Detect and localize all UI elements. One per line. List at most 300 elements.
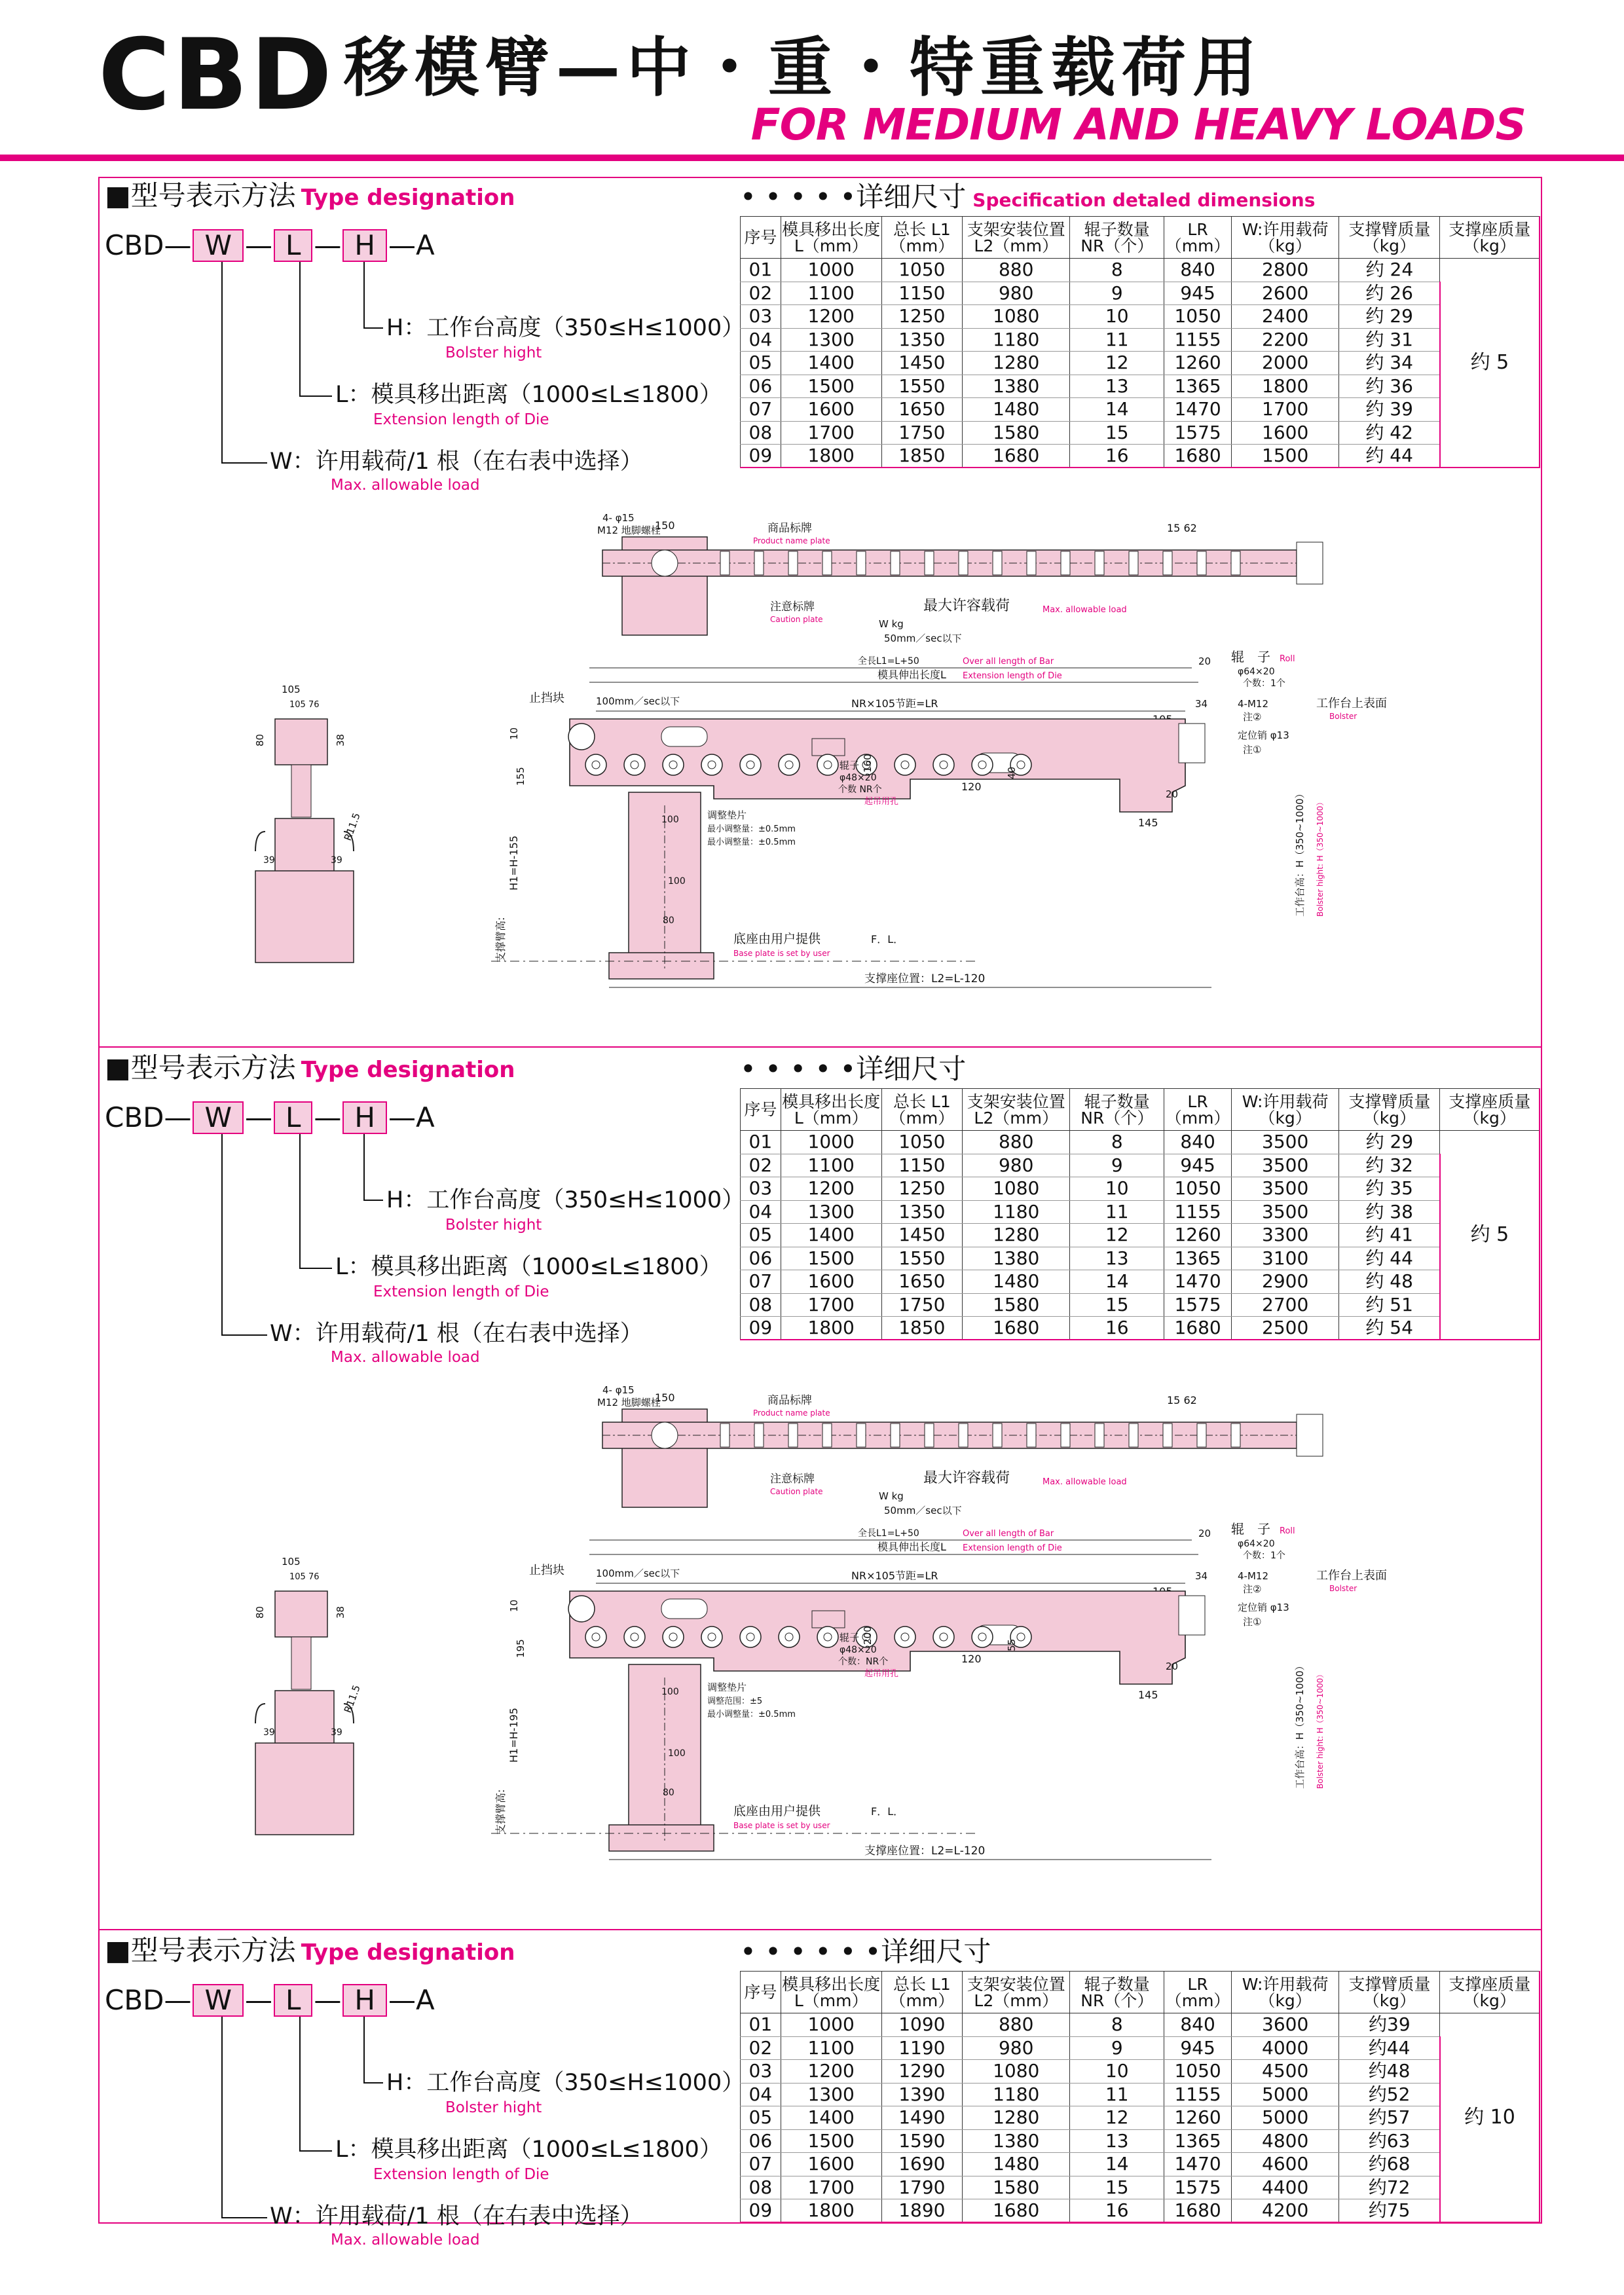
- drawing-label: 止挡块: [529, 1564, 564, 1577]
- table-row: [741, 2106, 1540, 2130]
- drawing-label: 10: [508, 1599, 520, 1612]
- table-cell: 02: [741, 2036, 781, 2060]
- table-cell: 1150: [881, 282, 962, 305]
- spec-table: [740, 1971, 1540, 2223]
- drawing-label: 支撑座位置：L2=L-120: [864, 972, 986, 985]
- table-cell: 14: [1070, 1270, 1164, 1294]
- drawing-label: 工作台高：H（350~1000）: [1294, 1661, 1306, 1789]
- table-row: [741, 1177, 1540, 1201]
- table-cell: 15: [1070, 421, 1164, 445]
- l-label: L：模具移出距离（1000≤L≤1800）: [335, 382, 722, 408]
- table-cell: 约68: [1339, 2153, 1440, 2176]
- table-cell: 945: [1164, 282, 1232, 305]
- table-cell: 1350: [881, 328, 962, 352]
- drawing-label: 个数 NR个: [838, 784, 882, 795]
- drawing-label: Product name plate: [753, 1408, 830, 1418]
- table-cell: 10: [1070, 2060, 1164, 2084]
- spec-header: 总长 L1（mm）: [881, 217, 962, 259]
- table-cell: 945: [1164, 1154, 1232, 1177]
- spec-title: • • • • • •详细尺寸: [740, 1936, 991, 1968]
- w-sub: Max. allowable load: [331, 2231, 480, 2249]
- drawing-label: 155: [515, 767, 526, 786]
- table-cell: 1180: [963, 328, 1070, 352]
- table-cell: 1250: [881, 305, 962, 329]
- table-cell: 05: [741, 2106, 781, 2130]
- drawing-label: 个数：NR个: [838, 1657, 889, 1667]
- table-cell: 1850: [881, 1317, 962, 1340]
- table-cell: 16: [1070, 2199, 1164, 2223]
- table-cell: 07: [741, 398, 781, 422]
- l-sub: Extension length of Die: [373, 1283, 549, 1300]
- table-cell: 1650: [881, 398, 962, 422]
- drawing-label: 底座由用户提供: [733, 932, 821, 946]
- table-cell: 04: [741, 328, 781, 352]
- drawing-label: 150: [655, 1391, 675, 1404]
- drawing-label: Extension length of Die: [963, 671, 1062, 681]
- drawing-label: 辊子: [840, 760, 860, 771]
- table-cell: 1350: [881, 1200, 962, 1224]
- table-row: [741, 1247, 1540, 1270]
- drawing-label: 150: [655, 519, 675, 532]
- spec-header: 序号: [741, 1972, 781, 2013]
- table-cell: 1280: [963, 2106, 1070, 2130]
- spec-header: W:许用载荷（kg）: [1231, 1089, 1338, 1131]
- h-label: H：工作台高度（350≤H≤1000）: [386, 315, 745, 341]
- designation-title: ■型号表示方法 Type designation: [105, 1934, 515, 1966]
- drawing-label: 4-M12: [1238, 698, 1268, 710]
- table-cell: 1600: [781, 2153, 881, 2176]
- drawing-label: 注②: [1243, 1583, 1262, 1595]
- drawing-label: 支撑臂高:: [494, 917, 507, 963]
- table-cell: 约 34: [1339, 352, 1440, 375]
- table-cell: 1380: [963, 1247, 1070, 1270]
- table-cell: 12: [1070, 2106, 1164, 2130]
- table-cell: 1200: [781, 1177, 881, 1201]
- table-cell: 09: [741, 445, 781, 468]
- table-row: [741, 1270, 1540, 1294]
- table-cell: 约 39: [1339, 398, 1440, 422]
- drawing-label: 105: [282, 1556, 301, 1568]
- h-sub: Bolster hight: [445, 2099, 542, 2116]
- table-row: [741, 2060, 1540, 2084]
- table-cell: 1470: [1164, 1270, 1232, 1294]
- drawing-label: 辊 子: [1231, 1521, 1270, 1537]
- drawing-label: W kg: [879, 1490, 904, 1502]
- table-cell: 4200: [1231, 2199, 1338, 2223]
- table-cell: 约 29: [1339, 305, 1440, 329]
- type-designation-3: [105, 1934, 745, 2249]
- table-cell: 1500: [1231, 445, 1338, 468]
- table-cell: 1155: [1164, 2083, 1232, 2106]
- spec-header: 支撑臂质量（kg）: [1339, 217, 1440, 259]
- table-cell: 1790: [881, 2176, 962, 2199]
- table-cell: 10: [1070, 1177, 1164, 1201]
- table-cell: 1000: [781, 2013, 881, 2037]
- table-cell: 约52: [1339, 2083, 1440, 2106]
- spec-table: [740, 216, 1540, 468]
- drawing-label: Bolster: [1329, 1584, 1357, 1593]
- drawing-label: Base plate is set by user: [733, 1821, 830, 1830]
- table-row: [741, 1154, 1540, 1177]
- drawing-label: Max. allowable load: [1043, 605, 1127, 615]
- table-cell: 05: [741, 352, 781, 375]
- table-cell: 1600: [781, 1270, 881, 1294]
- table-row: [741, 1131, 1540, 1154]
- table-cell: 05: [741, 1224, 781, 1247]
- table-cell: 约75: [1339, 2199, 1440, 2223]
- table-row: [741, 2176, 1540, 2199]
- table-cell: 15: [1070, 2176, 1164, 2199]
- table-cell: 11: [1070, 1200, 1164, 1224]
- table-cell: 约 31: [1339, 328, 1440, 352]
- designation-title: ■型号表示方法 Type designation: [105, 179, 515, 211]
- table-cell: 2200: [1231, 328, 1338, 352]
- spec-title: • • • • •详细尺寸: [740, 1053, 967, 1085]
- drawing-label: 39: [263, 1727, 275, 1738]
- drawing-label: 195: [515, 1639, 526, 1658]
- table-cell: 1470: [1164, 398, 1232, 422]
- model-code: CBD— W — L — H —A: [105, 1984, 435, 2016]
- drawing-label: M12 地脚螺栓: [597, 1397, 661, 1408]
- spec-header: 模具移出长度 L（mm）: [781, 217, 881, 259]
- spec-header: 辊子数量 NR（个）: [1070, 217, 1164, 259]
- drawing-label: Roll: [1280, 1526, 1295, 1536]
- drawing-label: φ48×20: [840, 773, 877, 783]
- table-cell: 06: [741, 1247, 781, 1270]
- table-cell: 840: [1164, 259, 1232, 282]
- drawing-label: 39: [331, 855, 342, 866]
- spec-header: LR（mm）: [1164, 217, 1232, 259]
- table-cell: 1180: [963, 1200, 1070, 1224]
- drawing-label: φ64×20: [1238, 1539, 1275, 1549]
- code-l-box: L: [274, 1101, 312, 1134]
- spec-header: 支架安装位置 L2（mm）: [963, 217, 1070, 259]
- drawing-label: 调整垫片: [707, 809, 747, 821]
- table-cell: 09: [741, 2199, 781, 2223]
- drawing-label: 商品标牌: [767, 522, 812, 535]
- table-cell: 1680: [1164, 1317, 1232, 1340]
- drawing-label: F．L．: [871, 1805, 904, 1818]
- spec-header: 支撑座质量（kg）: [1440, 1972, 1540, 2013]
- table-cell: 1050: [881, 1131, 962, 1154]
- table-cell: 1280: [963, 1224, 1070, 1247]
- table-cell: 1080: [963, 1177, 1070, 1201]
- h-label: H：工作台高度（350≤H≤1000）: [386, 1187, 745, 1213]
- drawing-label: Caution plate: [770, 1487, 823, 1496]
- table-cell: 3100: [1231, 1247, 1338, 1270]
- table-cell: 2900: [1231, 1270, 1338, 1294]
- table-cell: 1690: [881, 2153, 962, 2176]
- page-title-cn: 移模臂—中・重・特重载荷用: [344, 31, 1264, 105]
- table-cell: 4600: [1231, 2153, 1338, 2176]
- table-cell: 945: [1164, 2036, 1232, 2060]
- support-mass: 约 5: [1440, 259, 1540, 468]
- table-row: [741, 1224, 1540, 1247]
- table-cell: 约 42: [1339, 421, 1440, 445]
- table-cell: 1390: [881, 2083, 962, 2106]
- drawing-label: 145: [1138, 1689, 1158, 1701]
- drawing-label: 最大许容载荷: [923, 598, 1010, 614]
- table-cell: 09: [741, 1317, 781, 1340]
- product-code: CBD: [98, 18, 335, 132]
- spec-header: 支撑座质量（kg）: [1440, 1089, 1540, 1131]
- type-designation-2: [105, 1052, 745, 1366]
- drawing-label: 100mm／sec以下: [596, 1568, 680, 1579]
- spec-header: 支架安装位置 L2（mm）: [963, 1089, 1070, 1131]
- table-cell: 1680: [963, 2199, 1070, 2223]
- code-l-box: L: [274, 229, 312, 262]
- table-cell: 1300: [781, 2083, 881, 2106]
- drawing-label: W kg: [879, 618, 904, 630]
- table-cell: 07: [741, 1270, 781, 1294]
- table-cell: 04: [741, 1200, 781, 1224]
- drawing-label: 80: [254, 733, 266, 746]
- table-cell: 06: [741, 2129, 781, 2153]
- table-cell: 11: [1070, 2083, 1164, 2106]
- table-cell: 约 26: [1339, 282, 1440, 305]
- table-cell: 1590: [881, 2129, 962, 2153]
- table-cell: 06: [741, 375, 781, 398]
- w-label: W：许用载荷/1 根（在右表中选择）: [270, 1321, 643, 1347]
- table-cell: 1100: [781, 282, 881, 305]
- table-cell: 1680: [1164, 445, 1232, 468]
- drawing-label: 4- φ15: [602, 1384, 635, 1396]
- drawing-label: 50mm／sec以下: [884, 633, 962, 644]
- drawing-label: 注意标牌: [770, 600, 815, 614]
- table-cell: 980: [963, 2036, 1070, 2060]
- table-cell: 1580: [963, 1293, 1070, 1317]
- table-row: [741, 1317, 1540, 1340]
- code-h-box: H: [342, 1984, 387, 2017]
- h-sub: Bolster hight: [445, 344, 542, 361]
- table-cell: 1090: [881, 2013, 962, 2037]
- table-cell: 880: [963, 2013, 1070, 2037]
- drawing-label: 55: [1006, 1638, 1018, 1651]
- drawing-label: 注②: [1243, 711, 1262, 723]
- table-cell: 约 29: [1339, 1131, 1440, 1154]
- table-cell: 2700: [1231, 1293, 1338, 1317]
- table-cell: 1250: [881, 1177, 962, 1201]
- drawing-label: 4- φ15: [602, 512, 635, 524]
- drawing-label: Over all length of Bar: [963, 657, 1054, 667]
- table-cell: 5000: [1231, 2106, 1338, 2130]
- drawing-label: 80: [663, 915, 674, 926]
- h-sub: Bolster hight: [445, 1217, 542, 1234]
- table-cell: 约63: [1339, 2129, 1440, 2153]
- table-cell: 约39: [1339, 2013, 1440, 2037]
- table-cell: 约 35: [1339, 1177, 1440, 1201]
- table-cell: 15: [1070, 1293, 1164, 1317]
- drawing-label: 最小调整量：±0.5mm: [707, 1710, 796, 1719]
- table-cell: 9: [1070, 1154, 1164, 1177]
- table-cell: 12: [1070, 1224, 1164, 1247]
- table-row: [741, 282, 1540, 305]
- drawing-label: 80: [663, 1788, 674, 1798]
- table-cell: 约72: [1339, 2176, 1440, 2199]
- code-l-box: L: [274, 1984, 312, 2017]
- table-row: [741, 1200, 1540, 1224]
- drawing-label: 辊子: [840, 1632, 860, 1643]
- table-cell: 1575: [1164, 2176, 1232, 2199]
- table-cell: 10: [1070, 305, 1164, 329]
- table-cell: 1300: [781, 1200, 881, 1224]
- table-cell: 1850: [881, 445, 962, 468]
- drawing-label: Over all length of Bar: [963, 1529, 1054, 1539]
- table-cell: 1450: [881, 352, 962, 375]
- spec-header: 支撑臂质量（kg）: [1339, 1089, 1440, 1131]
- table-cell: 1180: [963, 2083, 1070, 2106]
- drawing-label: H1=H-195: [507, 1708, 520, 1763]
- table-cell: 1500: [781, 2129, 881, 2153]
- spec-header: 支撑座质量（kg）: [1440, 217, 1540, 259]
- drawing-label: φ48×20: [840, 1645, 877, 1655]
- drawing-label: 模具伸出长度L: [877, 669, 946, 681]
- table-cell: 2600: [1231, 282, 1338, 305]
- drawing-label: 100: [668, 876, 686, 887]
- drawing-label: 100: [668, 1748, 686, 1759]
- drawing-label: 15 62: [1167, 522, 1197, 534]
- drawing-label: 支撑臂高:: [494, 1789, 507, 1835]
- spec-header: LR（mm）: [1164, 1089, 1232, 1131]
- drawing-label: 最小调整量：±0.5mm: [707, 837, 796, 847]
- table-row: [741, 2199, 1540, 2223]
- drawing-label: 120: [961, 780, 982, 793]
- table-cell: 约48: [1339, 2060, 1440, 2084]
- table-cell: 02: [741, 1154, 781, 1177]
- table-row: [741, 259, 1540, 282]
- table-row: [741, 398, 1540, 422]
- l-sub: Extension length of Die: [373, 411, 549, 428]
- drawing-label: 底座由用户提供: [733, 1804, 821, 1818]
- table-cell: 1260: [1164, 1224, 1232, 1247]
- table-cell: 13: [1070, 375, 1164, 398]
- spec-header: 总长 L1（mm）: [881, 1972, 962, 2013]
- table-cell: 4800: [1231, 2129, 1338, 2153]
- l-label: L：模具移出距离（1000≤L≤1800）: [335, 2137, 722, 2163]
- drawing-label: 39: [331, 1727, 342, 1738]
- drawing-label: 全長L1=L+50: [858, 656, 919, 667]
- table-cell: 3500: [1231, 1154, 1338, 1177]
- drawing-label: 105 76: [289, 1572, 320, 1582]
- table-cell: 约 32: [1339, 1154, 1440, 1177]
- drawing-label: Caution plate: [770, 615, 823, 624]
- table-cell: 08: [741, 1293, 781, 1317]
- spec-header: LR（mm）: [1164, 1972, 1232, 2013]
- table-cell: 约 48: [1339, 1270, 1440, 1294]
- technical-drawing: [216, 1362, 1387, 1932]
- drawing-label: 200: [862, 1626, 874, 1645]
- drawing-label: 定位销 φ13: [1238, 1602, 1289, 1613]
- table-cell: 880: [963, 259, 1070, 282]
- table-cell: 8: [1070, 259, 1164, 282]
- table-cell: 980: [963, 282, 1070, 305]
- drawing-label: Product name plate: [753, 536, 830, 545]
- table-cell: 1800: [781, 1317, 881, 1340]
- drawing-label: φ64×20: [1238, 667, 1275, 677]
- drawing-label: 20: [1198, 1528, 1211, 1539]
- table-cell: 1380: [963, 2129, 1070, 2153]
- table-cell: 04: [741, 2083, 781, 2106]
- drawing-label: 注①: [1243, 744, 1262, 756]
- table-cell: 1800: [781, 445, 881, 468]
- table-cell: 3600: [1231, 2013, 1338, 2037]
- table-cell: 1680: [1164, 2199, 1232, 2223]
- table-cell: 1000: [781, 259, 881, 282]
- drawing-label: 工作台上表面: [1316, 697, 1387, 710]
- header-rule: [0, 155, 1624, 161]
- spec-header: 辊子数量 NR（个）: [1070, 1972, 1164, 2013]
- table-cell: 1260: [1164, 2106, 1232, 2130]
- drawing-label: 160: [862, 754, 874, 773]
- table-cell: 1470: [1164, 2153, 1232, 2176]
- drawing-label: R11.5: [341, 1683, 363, 1715]
- page-title-en: FOR MEDIUM AND HEAVY LOADS: [750, 100, 1526, 150]
- spec-header: 模具移出长度 L（mm）: [781, 1089, 881, 1131]
- drawing-label: 个数：1个: [1243, 678, 1285, 689]
- table-cell: 约 38: [1339, 1200, 1440, 1224]
- table-cell: 1400: [781, 1224, 881, 1247]
- table-cell: 1260: [1164, 352, 1232, 375]
- table-cell: 16: [1070, 445, 1164, 468]
- model-code: CBD— W — L — H —A: [105, 1101, 435, 1133]
- table-cell: 03: [741, 1177, 781, 1201]
- drawing-label: 最小调整量：±0.5mm: [707, 824, 796, 834]
- table-cell: 01: [741, 259, 781, 282]
- table-cell: 08: [741, 421, 781, 445]
- drawing-label: 注意标牌: [770, 1473, 815, 1486]
- drawing-label: Bolster hight: H（350~1000）: [1316, 1670, 1325, 1789]
- table-cell: 01: [741, 2013, 781, 2037]
- w-label: W：许用载荷/1 根（在右表中选择）: [270, 2203, 643, 2230]
- table-cell: 1500: [781, 375, 881, 398]
- table-cell: 840: [1164, 1131, 1232, 1154]
- drawing-label: Max. allowable load: [1043, 1477, 1127, 1487]
- table-cell: 3500: [1231, 1177, 1338, 1201]
- table-cell: 1050: [1164, 2060, 1232, 2084]
- drawing-label: 最大许容载荷: [923, 1470, 1010, 1486]
- drawing-label: 起吊用孔: [864, 797, 899, 807]
- table-cell: 1000: [781, 1131, 881, 1154]
- table-cell: 3500: [1231, 1131, 1338, 1154]
- table-cell: 07: [741, 2153, 781, 2176]
- drawing-label: 注①: [1243, 1616, 1262, 1628]
- spec-header: 支撑臂质量（kg）: [1339, 1972, 1440, 2013]
- table-cell: 1600: [1231, 421, 1338, 445]
- table-cell: 8: [1070, 1131, 1164, 1154]
- code-h-box: H: [342, 1101, 387, 1134]
- table-cell: 9: [1070, 2036, 1164, 2060]
- table-cell: 约 24: [1339, 259, 1440, 282]
- drawing-label: 止挡块: [529, 691, 564, 705]
- drawing-label: 39: [263, 855, 275, 866]
- drawing-label: 全長L1=L+50: [858, 1528, 919, 1539]
- spec-header: 支架安装位置 L2（mm）: [963, 1972, 1070, 2013]
- drawing-label: Bolster: [1329, 712, 1357, 721]
- spec-header: W:许用载荷（kg）: [1231, 1972, 1338, 2013]
- drawing-label: 34: [1195, 698, 1208, 710]
- table-cell: 1490: [881, 2106, 962, 2130]
- drawing-label: 定位销 φ13: [1238, 729, 1289, 741]
- support-mass: 约 10: [1440, 2013, 1540, 2223]
- table-cell: 2500: [1231, 1317, 1338, 1340]
- spec-table: [740, 1088, 1540, 1340]
- table-cell: 1580: [963, 421, 1070, 445]
- drawing-label: 105 76: [289, 700, 320, 710]
- spec-header: 序号: [741, 217, 781, 259]
- drawing-label: 支撑座位置：L2=L-120: [864, 1845, 986, 1858]
- table-row: [741, 2036, 1540, 2060]
- table-cell: 01: [741, 1131, 781, 1154]
